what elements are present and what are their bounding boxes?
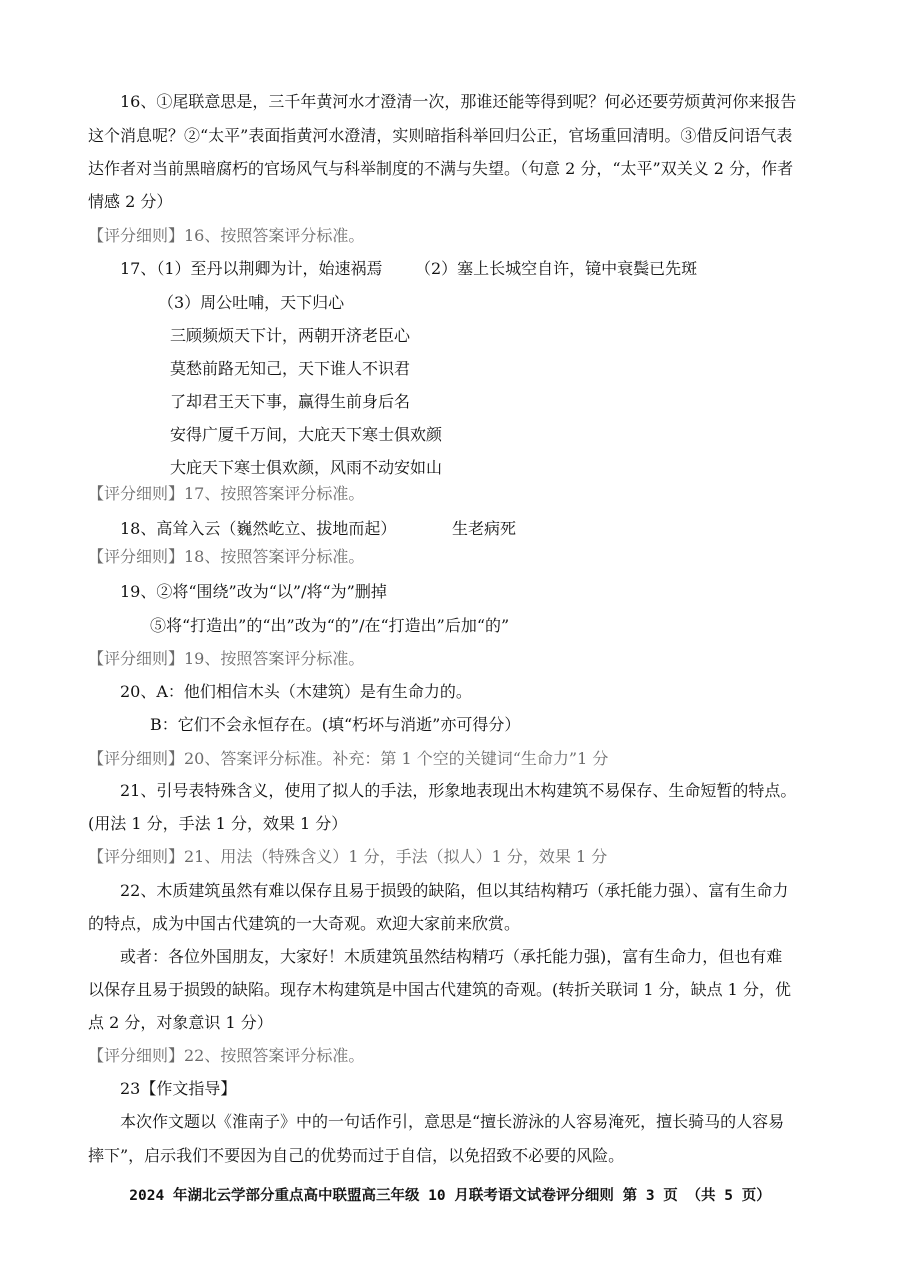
q18-answer-1: 18、高耸入云（巍然屹立、拔地而起）	[120, 519, 397, 538]
q17-scoring-rule: 【评分细则】17、按照答案评分标准。	[88, 484, 365, 503]
q23-line-2: 摔下”，启示我们不要因为自己的优势而过于自信，以免招致不必要的风险。	[88, 1146, 625, 1165]
q16-line-2: 这个消息呢？②“太平”表面指黄河水澄清，实则暗指科举回归公正，官场重回清明。③借反问语气表	[88, 126, 793, 145]
q19-scoring-rule: 【评分细则】19、按照答案评分标准。	[88, 649, 365, 668]
q19-answer-2: ⑤将“打造出”的“出”改为“的”/在“打造出”后加“的”	[150, 616, 510, 635]
q20-scoring-rule: 【评分细则】20、答案评分标准。补充：第 1 个空的关键词“生命力”1 分	[88, 749, 609, 768]
q16-line-3: 达作者对当前黑暗腐朽的官场风气与科举制度的不满与失望。（句意 2 分，“太平”双关义 2 分，作者	[88, 159, 794, 178]
q22-line-4: 以保存且易于损毁的缺陷。现存木构建筑是中国古代建筑的奇观。(转折关联词 1 分，缺点 1 分，优	[88, 980, 791, 999]
q17-answer-3: （3）周公吐哺，天下归心	[158, 293, 345, 312]
q17-answer-1: 17、（1）至丹以荆卿为计，始速祸焉	[120, 259, 383, 278]
q17-alt-answer: 大庇天下寒士俱欢颜，风雨不动安如山	[170, 458, 443, 477]
q17-alt-answer: 莫愁前路无知己，天下谁人不识君	[170, 359, 411, 378]
q17-alt-answer: 安得广厦千万间，大庇天下寒士俱欢颜	[170, 425, 443, 444]
q23-heading: 23【作文指导】	[120, 1079, 237, 1098]
q22-line-1: 22、木质建筑虽然有难以保存且易于损毁的缺陷，但以其结构精巧（承托能力强）、富有生命力	[120, 881, 789, 900]
q16-scoring-rule: 【评分细则】16、按照答案评分标准。	[88, 226, 365, 245]
q20-answer-a: 20、A：他们相信木头（木建筑）是有生命力的。	[120, 682, 472, 701]
q22-line-3: 或者：各位外国朋友，大家好！木质建筑虽然结构精巧（承托能力强)，富有生命力，但也有难	[120, 947, 783, 966]
q18-answer-2: 生老病死	[452, 519, 517, 538]
q21-scoring-rule: 【评分细则】21、用法（特殊含义）1 分，手法（拟人）1 分，效果 1 分	[88, 847, 608, 866]
q21-line-1: 21、引号表特殊含义，使用了拟人的手法，形象地表现出木构建筑不易保存、生命短暂的特点。	[120, 781, 797, 800]
q20-answer-b: B：它们不会永恒存在。(填“朽坏与消逝”亦可得分）	[150, 715, 521, 734]
q22-scoring-rule: 【评分细则】22、按照答案评分标准。	[88, 1046, 365, 1065]
q17-alt-answer: 三顾频烦天下计，两朝开济老臣心	[170, 326, 411, 345]
q17-answer-2: （2）塞上长城空自许，镜中衰鬓已先斑	[415, 259, 698, 278]
page-footer: 2024 年湖北云学部分重点高中联盟高三年级 10 月联考语文试卷评分细则 第 3 页 （共 5 页）	[129, 1188, 771, 1204]
q18-scoring-rule: 【评分细则】18、按照答案评分标准。	[88, 547, 365, 566]
q22-line-2: 的特点，成为中国古代建筑的一大奇观。欢迎大家前来欣赏。	[88, 914, 521, 933]
q19-answer-1: 19、②将“围绕”改为“以”/将“为”删掉	[120, 582, 387, 601]
q16-line-4: 情感 2 分）	[88, 192, 173, 211]
q23-line-1: 本次作文题以《淮南子》中的一句话作引，意思是“擅长游泳的人容易淹死，擅长骑马的人容易	[120, 1112, 785, 1131]
q17-alt-answer: 了却君王天下事，赢得生前身后名	[170, 392, 411, 411]
q22-line-5: 点 2 分，对象意识 1 分）	[88, 1013, 273, 1032]
q16-line-1: 16、①尾联意思是，三千年黄河水才澄清一次，那谁还能等得到呢？何必还要劳烦黄河你来报告	[120, 92, 797, 111]
q21-line-2: (用法 1 分，手法 1 分，效果 1 分）	[88, 814, 348, 833]
